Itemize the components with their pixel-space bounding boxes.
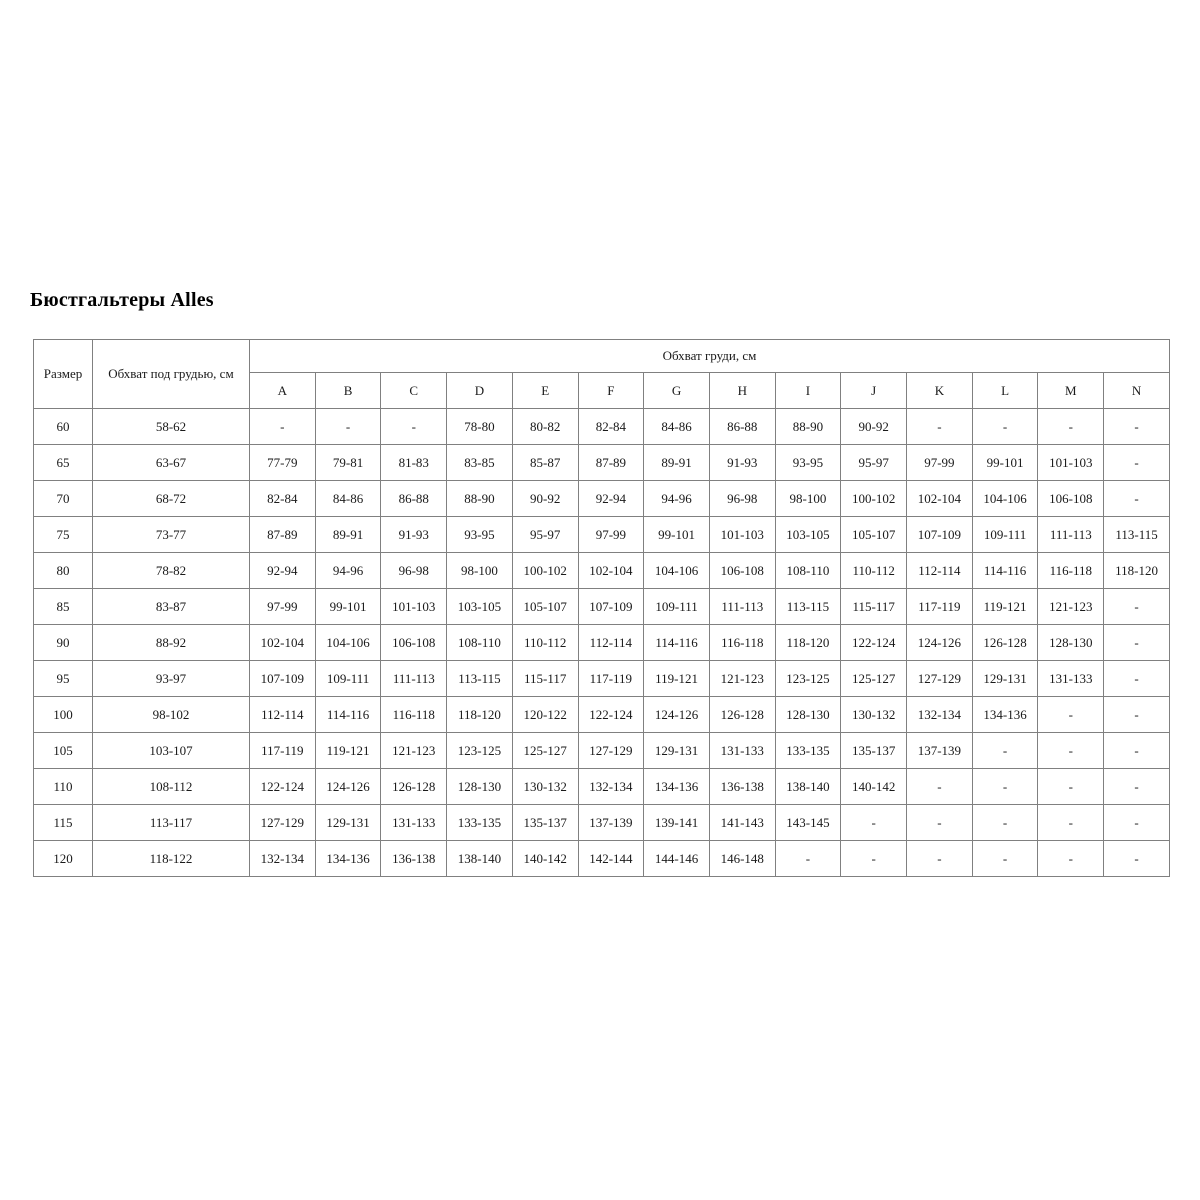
table-row-size-85	[34, 589, 1170, 625]
cell-cup-A: 87-89	[250, 517, 316, 553]
cell-cup-H: 86-88	[709, 409, 775, 445]
cell-cup-K: 102-104	[907, 481, 973, 517]
cell-cup-G: 94-96	[644, 481, 710, 517]
cell-cup-L: 104-106	[972, 481, 1038, 517]
cell-cup-F: 142-144	[578, 841, 644, 877]
cell-cup-G: 124-126	[644, 697, 710, 733]
cell-cup-M: -	[1038, 841, 1104, 877]
cell-cup-K: -	[907, 841, 973, 877]
cell-cup-L: -	[972, 409, 1038, 445]
cell-cup-E: 140-142	[512, 841, 578, 877]
cell-size: 100	[34, 697, 93, 733]
cell-cup-A: 77-79	[250, 445, 316, 481]
cell-cup-M: 131-133	[1038, 661, 1104, 697]
table-body	[34, 409, 1170, 877]
cell-cup-F: 107-109	[578, 589, 644, 625]
table-row-size-95	[34, 661, 1170, 697]
cell-size: 75	[34, 517, 93, 553]
cell-cup-L: 99-101	[972, 445, 1038, 481]
cell-cup-A: 102-104	[250, 625, 316, 661]
cell-cup-M: 101-103	[1038, 445, 1104, 481]
cell-cup-D: 123-125	[447, 733, 513, 769]
cell-cup-N: -	[1104, 409, 1170, 445]
cell-size: 65	[34, 445, 93, 481]
cell-cup-N: -	[1104, 481, 1170, 517]
header-underbust: Обхват под грудью, см	[93, 340, 250, 409]
table-row-size-115	[34, 805, 1170, 841]
cell-cup-D: 108-110	[447, 625, 513, 661]
cell-cup-J: 115-117	[841, 589, 907, 625]
cell-cup-H: 126-128	[709, 697, 775, 733]
header-cup-E: E	[512, 373, 578, 409]
cell-cup-N: -	[1104, 445, 1170, 481]
cell-cup-I: 133-135	[775, 733, 841, 769]
cell-cup-J: -	[841, 805, 907, 841]
cell-cup-L: 134-136	[972, 697, 1038, 733]
table-row-size-100	[34, 697, 1170, 733]
cell-cup-E: 115-117	[512, 661, 578, 697]
cell-cup-N: -	[1104, 805, 1170, 841]
cell-cup-C: 96-98	[381, 553, 447, 589]
cell-cup-K: -	[907, 769, 973, 805]
cell-cup-F: 102-104	[578, 553, 644, 589]
cell-underbust: 88-92	[93, 625, 250, 661]
cell-cup-L: 109-111	[972, 517, 1038, 553]
cell-cup-G: 134-136	[644, 769, 710, 805]
cell-cup-K: 124-126	[907, 625, 973, 661]
cell-cup-E: 110-112	[512, 625, 578, 661]
cell-underbust: 108-112	[93, 769, 250, 805]
table-row-size-65	[34, 445, 1170, 481]
cell-cup-G: 119-121	[644, 661, 710, 697]
cell-size: 60	[34, 409, 93, 445]
cell-cup-C: 136-138	[381, 841, 447, 877]
cell-cup-B: 89-91	[315, 517, 381, 553]
cell-cup-J: 135-137	[841, 733, 907, 769]
table-row-size-90	[34, 625, 1170, 661]
cell-cup-E: 120-122	[512, 697, 578, 733]
cell-cup-N: -	[1104, 625, 1170, 661]
header-cup-I: I	[775, 373, 841, 409]
cell-cup-K: 127-129	[907, 661, 973, 697]
cell-cup-F: 137-139	[578, 805, 644, 841]
cell-cup-E: 105-107	[512, 589, 578, 625]
header-bust-group: Обхват груди, см	[250, 340, 1170, 373]
cell-cup-J: -	[841, 841, 907, 877]
cell-cup-D: 78-80	[447, 409, 513, 445]
cell-cup-B: 124-126	[315, 769, 381, 805]
cell-underbust: 78-82	[93, 553, 250, 589]
cell-cup-H: 111-113	[709, 589, 775, 625]
cell-cup-G: 114-116	[644, 625, 710, 661]
cell-cup-E: 80-82	[512, 409, 578, 445]
cell-underbust: 103-107	[93, 733, 250, 769]
cell-cup-N: -	[1104, 841, 1170, 877]
cell-cup-H: 121-123	[709, 661, 775, 697]
cell-cup-B: 94-96	[315, 553, 381, 589]
cell-cup-A: 112-114	[250, 697, 316, 733]
cell-cup-F: 127-129	[578, 733, 644, 769]
cell-cup-D: 118-120	[447, 697, 513, 733]
cell-cup-H: 106-108	[709, 553, 775, 589]
cell-size: 90	[34, 625, 93, 661]
cell-cup-N: -	[1104, 769, 1170, 805]
header-cup-D: D	[447, 373, 513, 409]
cell-cup-C: -	[381, 409, 447, 445]
cell-underbust: 113-117	[93, 805, 250, 841]
bra-size-table	[33, 339, 1170, 877]
cell-underbust: 73-77	[93, 517, 250, 553]
cell-cup-C: 126-128	[381, 769, 447, 805]
table-header	[34, 340, 1170, 409]
cell-cup-K: -	[907, 409, 973, 445]
cell-cup-N: -	[1104, 697, 1170, 733]
cell-cup-A: 97-99	[250, 589, 316, 625]
cell-cup-I: 123-125	[775, 661, 841, 697]
header-cup-B: B	[315, 373, 381, 409]
cell-cup-C: 131-133	[381, 805, 447, 841]
cell-cup-J: 110-112	[841, 553, 907, 589]
cell-underbust: 83-87	[93, 589, 250, 625]
cell-cup-G: 99-101	[644, 517, 710, 553]
cell-size: 120	[34, 841, 93, 877]
cell-cup-K: 137-139	[907, 733, 973, 769]
cell-cup-N: 118-120	[1104, 553, 1170, 589]
cell-cup-M: 121-123	[1038, 589, 1104, 625]
cell-cup-B: 99-101	[315, 589, 381, 625]
cell-cup-B: 119-121	[315, 733, 381, 769]
cell-cup-L: 114-116	[972, 553, 1038, 589]
cell-cup-A: 127-129	[250, 805, 316, 841]
cell-cup-A: -	[250, 409, 316, 445]
cell-cup-K: 117-119	[907, 589, 973, 625]
cell-cup-J: 105-107	[841, 517, 907, 553]
cell-cup-G: 89-91	[644, 445, 710, 481]
cell-underbust: 98-102	[93, 697, 250, 733]
cell-cup-F: 112-114	[578, 625, 644, 661]
table-row-size-75	[34, 517, 1170, 553]
cell-cup-I: 93-95	[775, 445, 841, 481]
cell-cup-I: 113-115	[775, 589, 841, 625]
cell-cup-M: 111-113	[1038, 517, 1104, 553]
cell-size: 85	[34, 589, 93, 625]
table-row-size-70	[34, 481, 1170, 517]
cell-cup-H: 101-103	[709, 517, 775, 553]
cell-cup-N: 113-115	[1104, 517, 1170, 553]
cell-cup-G: 104-106	[644, 553, 710, 589]
cell-cup-N: -	[1104, 733, 1170, 769]
cell-cup-L: -	[972, 805, 1038, 841]
cell-cup-B: 79-81	[315, 445, 381, 481]
cell-cup-H: 136-138	[709, 769, 775, 805]
cell-cup-E: 135-137	[512, 805, 578, 841]
cell-cup-J: 90-92	[841, 409, 907, 445]
cell-underbust: 68-72	[93, 481, 250, 517]
cell-cup-D: 113-115	[447, 661, 513, 697]
header-cup-F: F	[578, 373, 644, 409]
table-row-size-110	[34, 769, 1170, 805]
cell-cup-C: 81-83	[381, 445, 447, 481]
cell-cup-C: 121-123	[381, 733, 447, 769]
cell-cup-E: 90-92	[512, 481, 578, 517]
cell-cup-C: 111-113	[381, 661, 447, 697]
cell-cup-A: 82-84	[250, 481, 316, 517]
cell-cup-F: 82-84	[578, 409, 644, 445]
cell-cup-D: 103-105	[447, 589, 513, 625]
cell-cup-L: -	[972, 733, 1038, 769]
cell-size: 115	[34, 805, 93, 841]
cell-cup-M: -	[1038, 733, 1104, 769]
cell-cup-J: 130-132	[841, 697, 907, 733]
cell-cup-H: 91-93	[709, 445, 775, 481]
cell-cup-F: 132-134	[578, 769, 644, 805]
header-cup-G: G	[644, 373, 710, 409]
cell-cup-J: 95-97	[841, 445, 907, 481]
cell-cup-H: 131-133	[709, 733, 775, 769]
cell-cup-A: 107-109	[250, 661, 316, 697]
cell-cup-K: -	[907, 805, 973, 841]
cell-cup-N: -	[1104, 589, 1170, 625]
cell-cup-E: 95-97	[512, 517, 578, 553]
cell-cup-A: 122-124	[250, 769, 316, 805]
table-row-size-80	[34, 553, 1170, 589]
cell-size: 105	[34, 733, 93, 769]
cell-cup-M: 128-130	[1038, 625, 1104, 661]
cell-cup-C: 116-118	[381, 697, 447, 733]
cell-cup-G: 139-141	[644, 805, 710, 841]
cell-cup-H: 116-118	[709, 625, 775, 661]
header-cup-J: J	[841, 373, 907, 409]
cell-cup-G: 129-131	[644, 733, 710, 769]
cell-cup-L: -	[972, 841, 1038, 877]
cell-cup-I: 103-105	[775, 517, 841, 553]
cell-cup-E: 125-127	[512, 733, 578, 769]
header-cup-L: L	[972, 373, 1038, 409]
table-row-size-105	[34, 733, 1170, 769]
cell-underbust: 58-62	[93, 409, 250, 445]
page-title: Бюстгальтеры Alles	[30, 289, 214, 311]
cell-cup-K: 112-114	[907, 553, 973, 589]
cell-cup-B: 114-116	[315, 697, 381, 733]
header-cup-C: C	[381, 373, 447, 409]
cell-underbust: 93-97	[93, 661, 250, 697]
cell-cup-B: -	[315, 409, 381, 445]
cell-cup-E: 130-132	[512, 769, 578, 805]
header-cup-H: H	[709, 373, 775, 409]
cell-cup-F: 92-94	[578, 481, 644, 517]
cell-cup-I: 98-100	[775, 481, 841, 517]
cell-cup-L: 129-131	[972, 661, 1038, 697]
cell-cup-A: 117-119	[250, 733, 316, 769]
cell-cup-C: 91-93	[381, 517, 447, 553]
cell-cup-B: 84-86	[315, 481, 381, 517]
cell-cup-G: 144-146	[644, 841, 710, 877]
cell-size: 110	[34, 769, 93, 805]
cell-cup-D: 98-100	[447, 553, 513, 589]
cell-size: 95	[34, 661, 93, 697]
cell-cup-M: -	[1038, 805, 1104, 841]
header-cup-M: M	[1038, 373, 1104, 409]
cell-cup-H: 141-143	[709, 805, 775, 841]
cell-cup-B: 134-136	[315, 841, 381, 877]
cell-cup-I: 143-145	[775, 805, 841, 841]
cell-size: 70	[34, 481, 93, 517]
table-row-size-60	[34, 409, 1170, 445]
cell-cup-M: -	[1038, 409, 1104, 445]
cell-cup-G: 109-111	[644, 589, 710, 625]
cell-cup-K: 107-109	[907, 517, 973, 553]
cell-cup-G: 84-86	[644, 409, 710, 445]
header-cup-A: A	[250, 373, 316, 409]
cell-cup-E: 85-87	[512, 445, 578, 481]
cell-cup-B: 129-131	[315, 805, 381, 841]
cell-underbust: 118-122	[93, 841, 250, 877]
cell-cup-I: 138-140	[775, 769, 841, 805]
table-header-group-row	[34, 340, 1170, 373]
cell-cup-D: 88-90	[447, 481, 513, 517]
cell-cup-N: -	[1104, 661, 1170, 697]
cell-cup-B: 109-111	[315, 661, 381, 697]
cell-cup-L: 119-121	[972, 589, 1038, 625]
cell-cup-M: -	[1038, 697, 1104, 733]
header-cup-K: K	[907, 373, 973, 409]
cell-cup-B: 104-106	[315, 625, 381, 661]
cell-cup-I: 118-120	[775, 625, 841, 661]
cell-cup-F: 117-119	[578, 661, 644, 697]
header-size: Размер	[34, 340, 93, 409]
cell-size: 80	[34, 553, 93, 589]
cell-cup-M: -	[1038, 769, 1104, 805]
cell-cup-L: -	[972, 769, 1038, 805]
cell-cup-D: 133-135	[447, 805, 513, 841]
cell-cup-C: 106-108	[381, 625, 447, 661]
cell-cup-H: 146-148	[709, 841, 775, 877]
cell-cup-J: 122-124	[841, 625, 907, 661]
cell-cup-C: 86-88	[381, 481, 447, 517]
cell-cup-I: 128-130	[775, 697, 841, 733]
cell-cup-J: 125-127	[841, 661, 907, 697]
cell-cup-J: 100-102	[841, 481, 907, 517]
cell-cup-M: 106-108	[1038, 481, 1104, 517]
cell-cup-A: 92-94	[250, 553, 316, 589]
cell-cup-D: 128-130	[447, 769, 513, 805]
header-cup-N: N	[1104, 373, 1170, 409]
cell-cup-D: 138-140	[447, 841, 513, 877]
cell-cup-I: 88-90	[775, 409, 841, 445]
cell-cup-F: 87-89	[578, 445, 644, 481]
cell-cup-M: 116-118	[1038, 553, 1104, 589]
cell-cup-L: 126-128	[972, 625, 1038, 661]
cell-cup-K: 97-99	[907, 445, 973, 481]
cell-cup-D: 83-85	[447, 445, 513, 481]
cell-cup-H: 96-98	[709, 481, 775, 517]
cell-cup-E: 100-102	[512, 553, 578, 589]
cell-cup-K: 132-134	[907, 697, 973, 733]
cell-cup-F: 97-99	[578, 517, 644, 553]
cell-cup-D: 93-95	[447, 517, 513, 553]
table-row-size-120	[34, 841, 1170, 877]
cell-cup-J: 140-142	[841, 769, 907, 805]
cell-cup-I: 108-110	[775, 553, 841, 589]
cell-cup-I: -	[775, 841, 841, 877]
cell-underbust: 63-67	[93, 445, 250, 481]
cell-cup-A: 132-134	[250, 841, 316, 877]
cell-cup-C: 101-103	[381, 589, 447, 625]
cell-cup-F: 122-124	[578, 697, 644, 733]
